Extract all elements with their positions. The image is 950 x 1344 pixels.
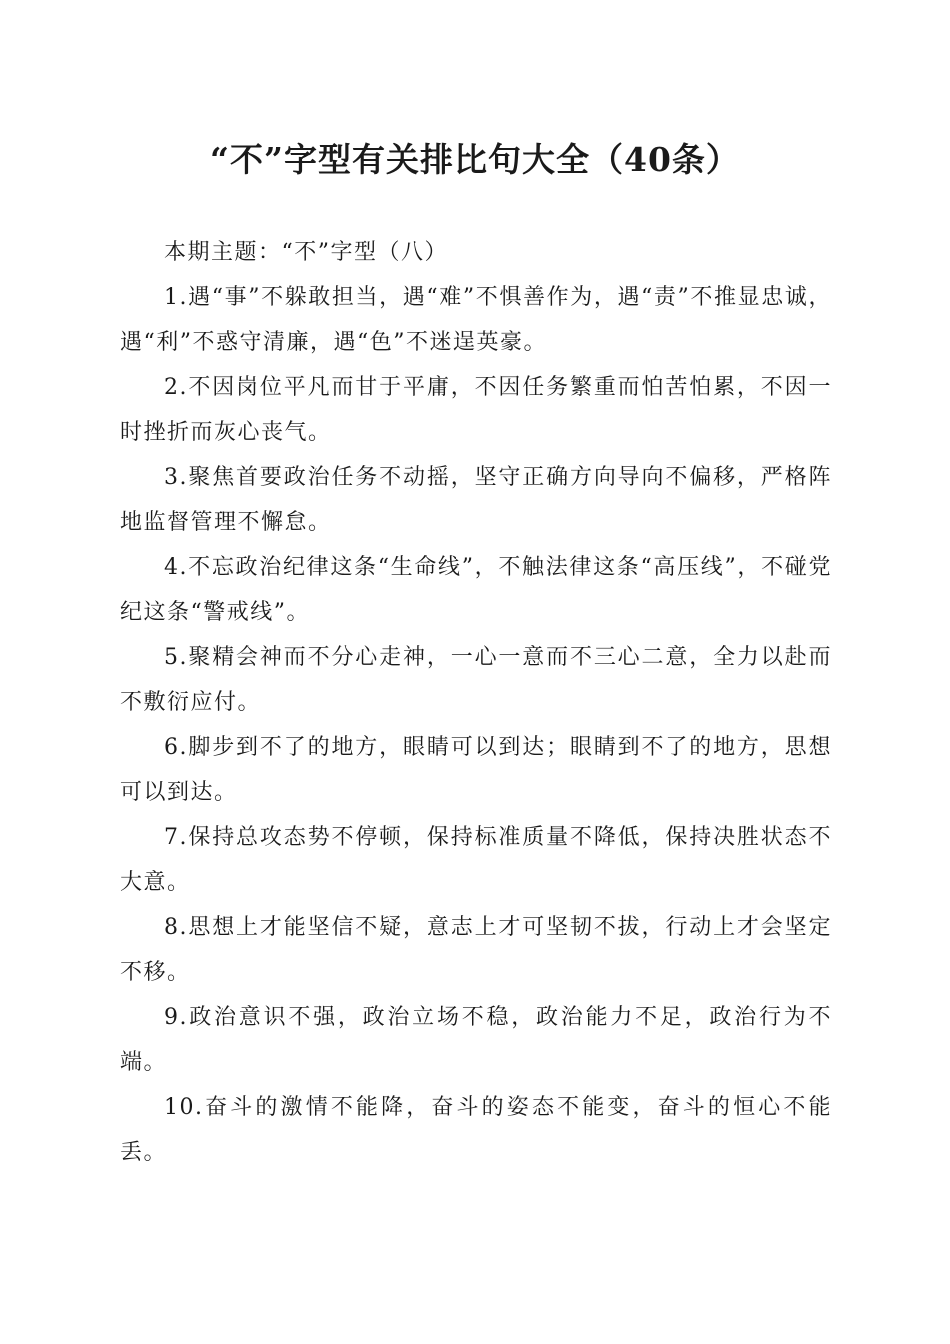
list-item: 5.聚精会神而不分心走神，一心一意而不三心二意，全力以赴而不敷衍应付。 [120,645,832,715]
list-item: 8.思想上才能坚信不疑，意志上才可坚韧不拔，行动上才会坚定不移。 [120,915,832,985]
list-item: 1.遇“事”不躲敢担当，遇“难”不惧善作为，遇“责”不推显忠诚，遇“利”不惑守清廉，遇“色”不迷逞英豪。 [120,285,832,355]
list-item: 3.聚焦首要政治任务不动摇，坚守正确方向导向不偏移，严格阵地监督管理不懈怠。 [120,465,832,535]
list-item: 10.奋斗的激情不能降，奋斗的姿态不能变，奋斗的恒心不能丢。 [120,1095,832,1165]
subtitle-paragraph: 本期主题：“不”字型（八） [164,240,448,265]
document-title: “不”字型有关排比句大全（40条） [210,140,740,179]
list-item: 2.不因岗位平凡而甘于平庸，不因任务繁重而怕苦怕累，不因一时挫折而灰心丧气。 [120,375,832,445]
list-item: 4.不忘政治纪律这条“生命线”，不触法律这条“高压线”，不碰党纪这条“警戒线”。 [120,555,832,625]
list-item: 6.脚步到不了的地方，眼睛可以到达；眼睛到不了的地方，思想可以到达。 [120,735,832,805]
document-body [120,230,832,1175]
list-item: 7.保持总攻态势不停顿，保持标准质量不降低，保持决胜状态不大意。 [120,825,832,895]
list-item: 9.政治意识不强，政治立场不稳，政治能力不足，政治行为不端。 [120,1005,832,1075]
